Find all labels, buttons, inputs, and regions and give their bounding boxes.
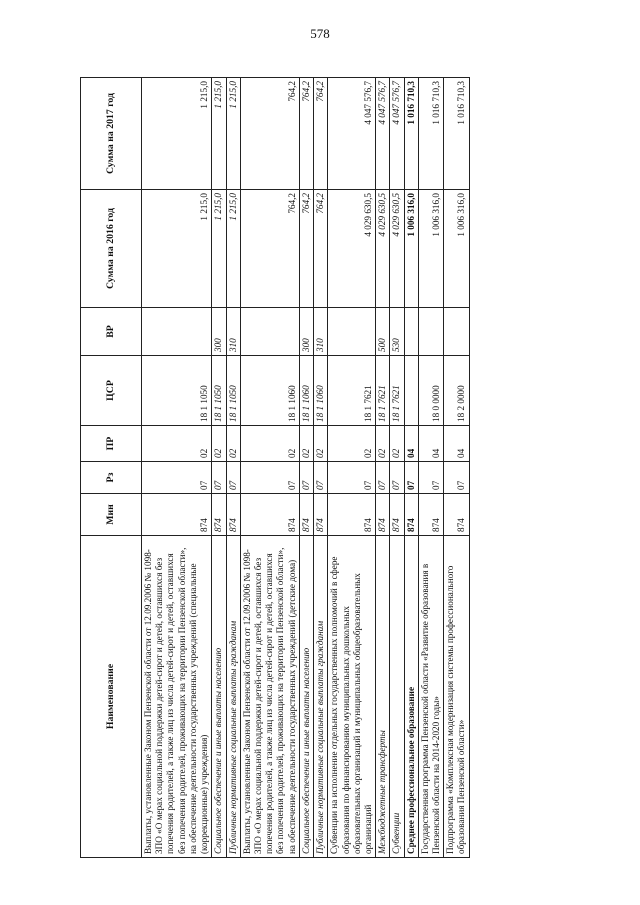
cell-rz: 07 [418, 462, 443, 494]
cell-min: 874 [404, 494, 418, 536]
header-vr: ВР [81, 308, 142, 356]
cell-sum-2016: 4 029 630,5 [376, 190, 390, 308]
cell-sum-2017: 764,2 [299, 78, 313, 190]
header-csr: ЦСР [81, 356, 142, 426]
cell-pr: 02 [240, 426, 299, 462]
cell-name: Межбюджетные трансферты [376, 536, 390, 858]
cell-vr [418, 308, 443, 356]
cell-sum-2016: 1 215,0 [212, 190, 226, 308]
cell-sum-2017: 1 016 710,3 [404, 78, 418, 190]
table-row [142, 78, 212, 858]
cell-name: Публичные нормативные социальные выплаты гражданам [314, 536, 328, 858]
cell-csr: 18 1 1060 [314, 356, 328, 426]
cell-min: 874 [376, 494, 390, 536]
cell-vr [444, 308, 469, 356]
cell-csr: 18 1 7621 [328, 356, 376, 426]
cell-name: Государственная программа Пензенской области «Развитие образования в Пензенской области на 2014-2020 годы» [418, 536, 443, 858]
cell-sum-2017: 1 215,0 [212, 78, 226, 190]
cell-pr: 02 [212, 426, 226, 462]
cell-min: 874 [418, 494, 443, 536]
table-row [314, 78, 328, 858]
cell-csr: 18 1 1050 [212, 356, 226, 426]
cell-csr [404, 356, 418, 426]
cell-rz: 07 [299, 462, 313, 494]
cell-csr: 18 1 1050 [226, 356, 240, 426]
header-sum-2017: Сумма на 2017 год [81, 78, 142, 190]
cell-vr: 310 [314, 308, 328, 356]
cell-name: Социальное обеспечение и иные выплаты населению [212, 536, 226, 858]
cell-pr: 02 [376, 426, 390, 462]
table-row [299, 78, 313, 858]
cell-sum-2017: 764,2 [240, 78, 299, 190]
cell-pr: 04 [418, 426, 443, 462]
cell-min: 874 [142, 494, 212, 536]
cell-min: 874 [226, 494, 240, 536]
table-header-row [81, 78, 142, 858]
table-row [390, 78, 404, 858]
cell-sum-2016: 1 215,0 [226, 190, 240, 308]
table-row [328, 78, 376, 858]
cell-sum-2016: 1 215,0 [142, 190, 212, 308]
header-sum-2016: Сумма на 2016 год [81, 190, 142, 308]
cell-sum-2017: 1 215,0 [226, 78, 240, 190]
cell-name: Среднее профессиональное образование [404, 536, 418, 858]
cell-sum-2016: 1 006 316,0 [444, 190, 469, 308]
cell-name: Выплаты, установленные Законом Пензенской области от 12.09.2006 № 1098-ЗПО «О мерах социальной поддержки детей-сирот и детей, оставшихся без попечения родителей, а также лиц из числа детей-сирот и детей, оставшихся без попечения родителей, проживающих на территории Пензенской области», на обеспечение деятельности государственных учреждений (специальные (коррекционные) учреждения) [142, 536, 212, 858]
table-row [212, 78, 226, 858]
table-row [404, 78, 418, 858]
cell-pr: 04 [444, 426, 469, 462]
cell-pr: 02 [142, 426, 212, 462]
cell-sum-2017: 4 047 576,7 [390, 78, 404, 190]
cell-vr: 530 [390, 308, 404, 356]
budget-table [80, 77, 470, 858]
cell-rz: 07 [390, 462, 404, 494]
cell-csr: 18 1 1060 [299, 356, 313, 426]
cell-min: 874 [240, 494, 299, 536]
cell-vr: 300 [212, 308, 226, 356]
cell-pr: 02 [390, 426, 404, 462]
table-row [240, 78, 299, 858]
cell-vr [328, 308, 376, 356]
cell-vr [142, 308, 212, 356]
header-rz: Рз [81, 462, 142, 494]
cell-rz: 07 [444, 462, 469, 494]
cell-name: Субвенции [390, 536, 404, 858]
cell-csr: 18 1 7621 [390, 356, 404, 426]
cell-sum-2016: 764,2 [314, 190, 328, 308]
cell-rz: 07 [226, 462, 240, 494]
table-row [226, 78, 240, 858]
cell-name: Выплаты, установленные Законом Пензенской области от 12.09.2006 № 1098-ЗПО «О мерах социальной поддержки детей-сирот и детей, оставшихся без попечения родителей, а также лиц из числа детей-сирот и детей, оставшихся без попечения родителей, проживающих на территории Пензенской области», на обеспечение деятельности государственных учреждений (детские дома) [240, 536, 299, 858]
page-number: 578 [310, 26, 330, 41]
table-row [418, 78, 443, 858]
cell-sum-2016: 1 006 316,0 [418, 190, 443, 308]
cell-sum-2017: 764,2 [314, 78, 328, 190]
cell-rz: 07 [314, 462, 328, 494]
cell-sum-2016: 764,2 [240, 190, 299, 308]
cell-csr: 18 1 7621 [376, 356, 390, 426]
rotated-table-container [80, 78, 540, 858]
cell-csr: 18 2 0000 [444, 356, 469, 426]
cell-csr: 18 1 1050 [142, 356, 212, 426]
cell-csr: 18 0 0000 [418, 356, 443, 426]
header-pr: ПР [81, 426, 142, 462]
cell-rz: 07 [328, 462, 376, 494]
cell-name: Подпрограмма «Комплексная модернизация системы профессионального образования Пензенской области» [444, 536, 469, 858]
cell-sum-2016: 1 006 316,0 [404, 190, 418, 308]
cell-name: Субвенции на исполнение отдельных государственных полномочий в сфере образования по финансированию муниципальных дошкольных образовательных организаций и муниципальных общеобразовательных организаций [328, 536, 376, 858]
cell-vr [240, 308, 299, 356]
cell-vr: 300 [299, 308, 313, 356]
cell-pr: 02 [226, 426, 240, 462]
cell-rz: 07 [240, 462, 299, 494]
cell-min: 874 [328, 494, 376, 536]
cell-vr: 310 [226, 308, 240, 356]
header-min: Мин [81, 494, 142, 536]
table-body [142, 78, 470, 858]
cell-csr: 18 1 1060 [240, 356, 299, 426]
cell-rz: 07 [404, 462, 418, 494]
table-row [444, 78, 469, 858]
cell-pr: 04 [404, 426, 418, 462]
cell-name: Публичные нормативные социальные выплаты гражданам [226, 536, 240, 858]
cell-rz: 07 [142, 462, 212, 494]
cell-sum-2016: 4 029 630,5 [390, 190, 404, 308]
cell-rz: 07 [376, 462, 390, 494]
cell-sum-2016: 4 029 630,5 [328, 190, 376, 308]
cell-sum-2017: 1 016 710,3 [418, 78, 443, 190]
header-name: Наименование [81, 536, 142, 858]
cell-rz: 07 [212, 462, 226, 494]
cell-sum-2017: 4 047 576,7 [376, 78, 390, 190]
cell-sum-2017: 4 047 576,7 [328, 78, 376, 190]
cell-min: 874 [390, 494, 404, 536]
cell-min: 874 [444, 494, 469, 536]
cell-sum-2017: 1 016 710,3 [444, 78, 469, 190]
cell-name: Социальное обеспечение и иные выплаты населению [299, 536, 313, 858]
cell-min: 874 [299, 494, 313, 536]
cell-min: 874 [212, 494, 226, 536]
cell-sum-2017: 1 215,0 [142, 78, 212, 190]
cell-pr: 02 [314, 426, 328, 462]
table-row [376, 78, 390, 858]
cell-vr [404, 308, 418, 356]
cell-pr: 02 [299, 426, 313, 462]
cell-vr: 500 [376, 308, 390, 356]
cell-sum-2016: 764,2 [299, 190, 313, 308]
cell-min: 874 [314, 494, 328, 536]
cell-pr: 02 [328, 426, 376, 462]
